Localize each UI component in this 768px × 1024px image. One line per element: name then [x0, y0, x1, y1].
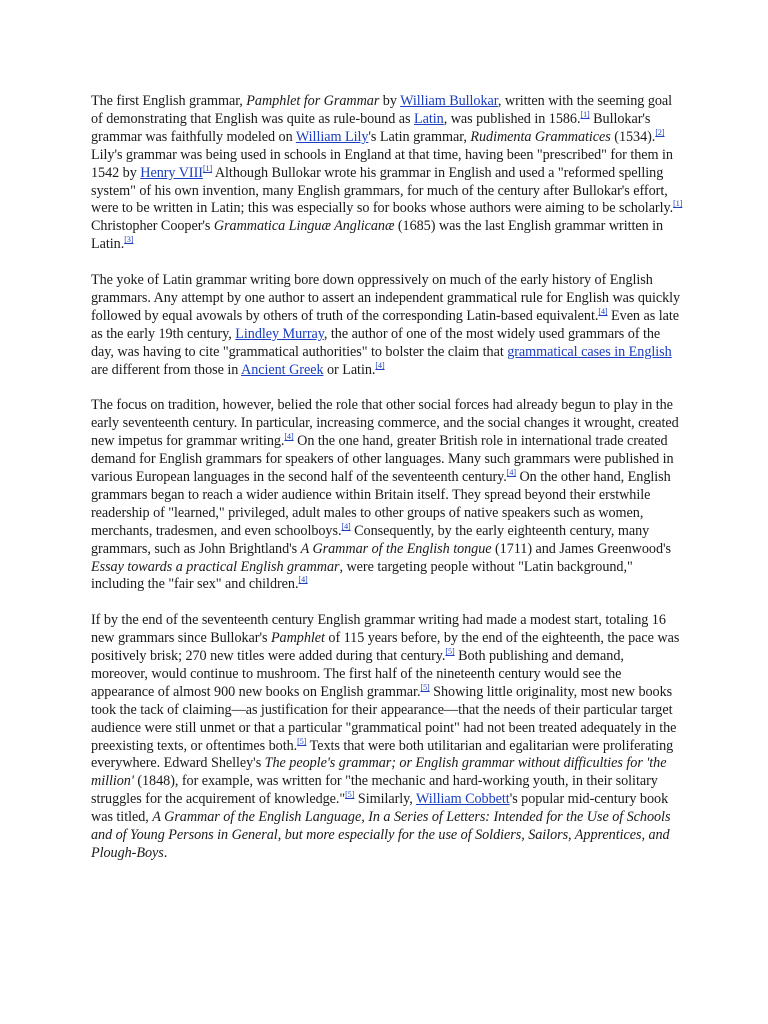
text: Showing little originality, most new books took the tack of claiming—as justification for their appearance—that the needs of their particular target audience were still unmet or that a particular "grammatical point" had not been treated adequately in the preexisting texts, or oftentimes both.	[91, 683, 677, 754]
text: (1534).	[610, 128, 656, 145]
citation-link[interactable]: [1]	[580, 109, 590, 119]
text: If by the end of the seventeenth century English grammar writing had made a modest start, totaling 16 new grammars since Bullokar's	[91, 612, 666, 647]
citation-link[interactable]: [5]	[297, 736, 307, 746]
text: 's Latin grammar,	[368, 128, 471, 145]
text: , were targeting people without "Latin background," including the "fair sex" and children.	[91, 558, 633, 593]
book-title-pamphlet-for-grammar: Pamphlet for Grammar	[246, 93, 380, 109]
link-lindley-murray[interactable]: Lindley Murray	[235, 325, 324, 342]
text: Lily's grammar was being used in schools in England at that time, having been "prescribed" for them in 1542 by	[91, 146, 673, 181]
citation	[673, 199, 682, 208]
text: (1685) was the last English grammar written in Latin.	[91, 218, 664, 253]
text: (1711) and James Greenwood's	[491, 540, 671, 557]
link-henry-viii[interactable]: Henry VIII	[140, 164, 203, 181]
citation	[580, 110, 589, 119]
paragraph-growth-of-grammars	[91, 612, 683, 863]
citation-link[interactable]: [5]	[445, 647, 455, 657]
citation-link[interactable]: [2]	[655, 127, 665, 137]
citation	[375, 361, 384, 370]
article-body	[91, 93, 683, 881]
citation-link[interactable]: [4]	[598, 306, 608, 316]
citation-link[interactable]: [4]	[375, 360, 385, 370]
citation	[655, 128, 664, 137]
citation	[298, 575, 307, 584]
citation	[203, 164, 212, 173]
citation	[345, 790, 354, 799]
citation-link[interactable]: [4]	[506, 468, 516, 477]
paragraph-social-forces	[91, 397, 683, 594]
text: Similarly,	[354, 791, 417, 808]
link-latin[interactable]: Latin	[414, 110, 444, 127]
text: of 115 years before, by the end of the eighteenth, the pace was positively brisk; 270 new titles were added during that century.	[91, 630, 680, 665]
citation	[420, 683, 429, 692]
citation-link[interactable]: [4]	[298, 575, 308, 585]
text: (1848), for example, was written for "the mechanic and hard-working youth, in their solitary struggles for the acquirement of knowledge."	[91, 773, 658, 808]
text: Texts that were both utilitarian and egalitarian were proliferating everywhere. Edward Shelley's	[91, 737, 674, 772]
text: 's popular mid-century book was titled,	[91, 791, 669, 826]
paragraph-latin-yoke	[91, 272, 683, 379]
paragraph-first-english-grammar	[91, 93, 683, 254]
citation-link[interactable]: [1]	[202, 163, 213, 173]
text: or Latin.	[323, 361, 376, 378]
book-title-pamphlet: Pamphlet	[270, 630, 325, 647]
text: The yoke of Latin grammar writing bore down oppressively on much of the early history of English grammars. Any attempt by one author to assert an independent grammatical rule for English was quickly followed by equal avowals by others of truth of the corresponding Latin-based equivalent.	[91, 272, 681, 324]
book-title-grammar-of-english-language: A Grammar of the English Language, In a Series of Letters: Intended for the Use of Schools and of Young Persons in General, but more especially for the use of Soldiers, Sailors, Apprentices, and Plough-Boys	[91, 809, 671, 862]
text: The first English grammar,	[91, 93, 247, 109]
text: , was published in 1586.	[443, 110, 581, 127]
text: Although Bullokar wrote his grammar in English and used a "reformed spelling system" of his own invention, many English grammars, for much of the century after Bullokar's effort, were to be written in Latin; this was especially so for books whose authors were aiming to be scholarly.	[91, 164, 674, 217]
text: by	[379, 93, 401, 109]
book-title-peoples-grammar: The people's grammar; or English grammar without difficulties for 'the million'	[91, 755, 667, 790]
text: are different from those in	[91, 361, 242, 378]
text: On the other hand, English grammars began to reach a wider audience within Britain itself. They spread beyond their erstwhile readership of "learned," privileged, adult males to other groups of native speakers such as women, merchants, tradesmen, and even schoolboys.	[91, 469, 671, 539]
citation	[341, 522, 350, 531]
text: Christopher Cooper's	[91, 218, 214, 235]
book-title-grammar-of-english-tongue: A Grammar of the English tongue	[300, 540, 492, 557]
citation-link[interactable]: [1]	[673, 199, 683, 209]
link-william-lily[interactable]: William Lily	[295, 128, 369, 145]
citation-link[interactable]: [5]	[420, 682, 430, 692]
link-william-cobbett[interactable]: William Cobbett	[416, 791, 510, 808]
book-title-grammatica-linguae-anglicanae: Grammatica Linguæ Anglicanæ	[213, 218, 395, 235]
text: Both publishing and demand, moreover, would continue to mushroom. The first half of the nineteenth century would see the appearance of almost 900 new books on English grammar.	[91, 648, 624, 700]
text: , the author of one of the most widely used grammars of the day, was having to cite "grammatical authorities" to bolster the claim that	[91, 325, 661, 360]
text: , written with the seeming goal of demonstrating that English was quite as rule-bound as	[91, 93, 673, 127]
citation	[124, 235, 133, 244]
text: The focus on tradition, however, belied the role that other social forces had already begun to play in the early seventeenth century. In particular, increasing commerce, and the social changes it wrought, created new impetus for grammar writing.	[91, 397, 679, 450]
citation	[507, 468, 516, 477]
citation	[598, 307, 607, 316]
citation-link[interactable]: [5]	[345, 790, 355, 800]
citation-link[interactable]: [3]	[124, 235, 134, 245]
link-grammatical-cases-in-english[interactable]: grammatical cases in English	[507, 343, 672, 360]
link-ancient-greek[interactable]: Ancient Greek	[241, 361, 324, 378]
link-william-bullokar[interactable]: William Bullokar	[400, 93, 498, 109]
citation	[445, 647, 454, 656]
text: .	[163, 845, 168, 862]
text: On the one hand, greater British role in international trade created demand for English grammars for speakers of other languages. Many such grammars were published in various European languages in the second half of the seventeenth century.	[91, 433, 674, 485]
citation	[297, 737, 306, 746]
citation	[284, 432, 293, 441]
book-title-rudimenta-grammatices: Rudimenta Grammatices	[470, 128, 611, 145]
text: Consequently, by the early eighteenth century, many grammars, such as John Brightland's	[91, 522, 650, 557]
book-title-essay-towards-practical-grammar: Essay towards a practical English grammar	[91, 558, 340, 575]
citation-link[interactable]: [4]	[341, 521, 351, 531]
text: Even as late as the early 19th century,	[91, 307, 679, 342]
citation-link[interactable]: [4]	[284, 432, 294, 442]
text: Bullokar's grammar was faithfully modeled on	[91, 110, 651, 145]
